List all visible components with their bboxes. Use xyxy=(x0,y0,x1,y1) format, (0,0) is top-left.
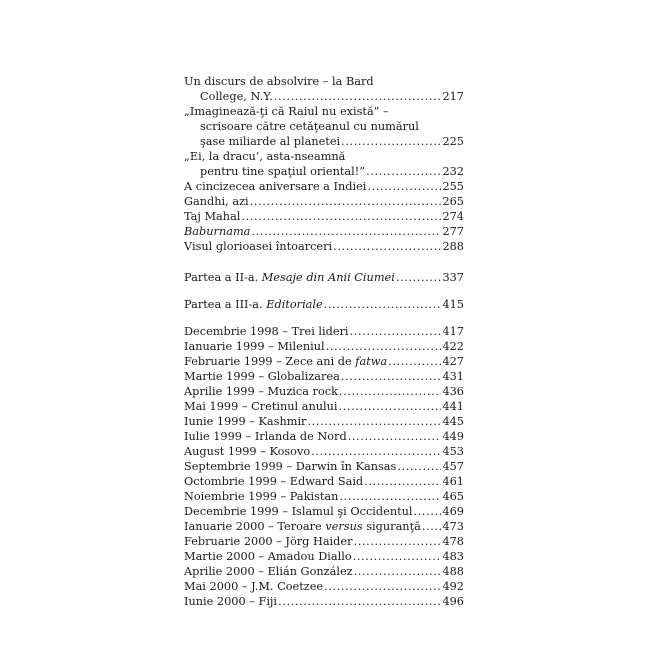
page-number: 473 xyxy=(442,520,464,533)
entry-title xyxy=(184,549,352,564)
dot-leader xyxy=(354,564,442,579)
dot-leader xyxy=(250,194,442,209)
toc-entry xyxy=(184,369,464,384)
table-of-contents xyxy=(184,74,464,609)
toc-entry xyxy=(184,104,464,149)
entry-title xyxy=(184,459,396,474)
entry-title: şase miliarde al planetei xyxy=(200,135,341,148)
page-number: 441 xyxy=(442,400,464,413)
entry-title-line: „Imaginează-ţi că Raiul nu există” – xyxy=(184,105,389,118)
page-number: 274 xyxy=(442,210,464,223)
entry-title-text: Iunie 2000 – Fiji xyxy=(184,595,278,608)
toc-entry xyxy=(184,579,464,594)
dot-leader xyxy=(353,549,442,564)
entry-title-text: Mai 1999 – Cretinul anului xyxy=(184,400,338,413)
toc-entry xyxy=(184,594,464,609)
dot-leader xyxy=(341,369,442,384)
entry-title xyxy=(184,414,306,429)
toc-entry xyxy=(184,209,464,224)
dot-leader xyxy=(350,324,442,339)
entry-title-text: Iunie 1999 – Kashmir xyxy=(184,415,307,428)
page-number: 469 xyxy=(442,505,464,518)
entry-title-text: Decembrie 1999 – Islamul şi Occidentul xyxy=(184,505,413,518)
toc-part-entry xyxy=(184,270,464,285)
dot-leader xyxy=(388,354,441,369)
entry-title xyxy=(184,384,338,399)
entry-title xyxy=(184,534,353,549)
toc-entry xyxy=(184,384,464,399)
dot-leader xyxy=(339,384,442,399)
entry-title-text: Aprilie 1999 – Muzica rock xyxy=(184,385,338,398)
entry-title-line: scrisoare către cetăţeanul cu numărul xyxy=(200,120,419,133)
dot-leader xyxy=(307,414,441,429)
page-number: 288 xyxy=(442,240,464,253)
toc-entry xyxy=(184,179,464,194)
entry-title xyxy=(184,429,347,444)
dot-leader xyxy=(366,164,441,179)
dot-leader xyxy=(324,297,442,312)
page-number: 496 xyxy=(442,595,464,608)
entry-title-text: Mai 2000 – J.M. Coetzee xyxy=(184,580,324,593)
entry-title: pentru tine spaţiul oriental!” xyxy=(200,165,366,178)
page-number: 427 xyxy=(442,355,464,368)
entry-title xyxy=(184,564,353,579)
page-number: 232 xyxy=(442,165,464,178)
page-number: 488 xyxy=(442,565,464,578)
entry-title-text: Ianuarie 1999 – Mileniul xyxy=(184,340,325,353)
entry-title-text: Septembrie 1999 – Darwin în Kansas xyxy=(184,460,397,473)
page-number: 449 xyxy=(442,430,464,443)
dot-leader xyxy=(274,89,442,104)
dot-leader xyxy=(341,134,441,149)
entry-title-italic: versus xyxy=(325,520,363,533)
dot-leader xyxy=(397,459,441,474)
toc-entry xyxy=(184,429,464,444)
page-number: 422 xyxy=(442,340,464,353)
toc-entry xyxy=(184,444,464,459)
editorials-list xyxy=(184,324,464,609)
page-number: 436 xyxy=(442,385,464,398)
toc-entry xyxy=(184,354,464,369)
entry-title xyxy=(184,324,349,339)
dot-leader xyxy=(414,504,442,519)
entry-title-text: Decembrie 1998 – Trei lideri xyxy=(184,325,349,338)
entry-title xyxy=(184,594,277,609)
page-number: 217 xyxy=(442,90,464,103)
page-number: 417 xyxy=(442,325,464,338)
page-number: 478 xyxy=(442,535,464,548)
page-number: 465 xyxy=(442,490,464,503)
entry-title xyxy=(184,489,338,504)
dot-leader xyxy=(367,179,441,194)
dot-leader xyxy=(348,429,442,444)
entry-title-text: Noiembrie 1999 – Pakistan xyxy=(184,490,339,503)
entry-title-text: Iulie 1999 – Irlanda de Nord xyxy=(184,430,347,443)
entry-title: Gandhi, azi xyxy=(184,195,249,208)
toc-entry xyxy=(184,489,464,504)
entry-title: Taj Mahal xyxy=(184,210,241,223)
toc-entry xyxy=(184,399,464,414)
entry-title xyxy=(184,339,325,354)
part-title: Mesaje din Anii Ciumei xyxy=(261,271,395,284)
entry-title-text: Februarie 1999 – Zece ani de xyxy=(184,355,356,368)
page-number: 445 xyxy=(442,415,464,428)
entry-title xyxy=(184,579,323,594)
dot-leader xyxy=(422,519,442,534)
toc-entry xyxy=(184,224,464,239)
toc-entry xyxy=(184,339,464,354)
entry-title: Baburnama xyxy=(184,225,251,238)
dot-leader xyxy=(326,339,442,354)
toc-entry xyxy=(184,149,464,179)
entry-title-text: Ianuarie 2000 – Teroare xyxy=(184,520,326,533)
entry-title xyxy=(184,444,310,459)
toc-entry xyxy=(184,549,464,564)
part-prefix: Partea a III-a. xyxy=(184,298,267,311)
entry-title xyxy=(184,474,363,489)
toc-entry xyxy=(184,474,464,489)
dot-leader xyxy=(339,489,441,504)
page-number: 483 xyxy=(442,550,464,563)
toc-entry xyxy=(184,239,464,254)
dot-leader xyxy=(251,224,441,239)
entry-title: Visul glorioasei întoarceri xyxy=(184,240,333,253)
page-number: 277 xyxy=(442,225,464,238)
toc-entry xyxy=(184,194,464,209)
part-title: Editoriale xyxy=(266,298,323,311)
entry-title xyxy=(184,354,387,369)
page-number: 431 xyxy=(442,370,464,383)
page-number: 492 xyxy=(442,580,464,593)
entry-title-text: siguranţă xyxy=(362,520,421,533)
entry-title xyxy=(184,399,338,414)
page-number: 265 xyxy=(442,195,464,208)
dot-leader xyxy=(278,594,441,609)
part-prefix: Partea a II-a. xyxy=(184,271,262,284)
page-number: 337 xyxy=(442,271,464,284)
entry-title-line: Un discurs de absolvire – la Bard xyxy=(184,75,374,88)
dot-leader xyxy=(396,270,442,285)
dot-leader xyxy=(311,444,441,459)
dot-leader xyxy=(333,239,441,254)
entry-title-line: „Ei, la dracu’, asta-nseamnă xyxy=(184,150,346,163)
toc-entry xyxy=(184,534,464,549)
entry-title xyxy=(184,369,340,384)
page-number: 415 xyxy=(442,298,464,311)
toc-entry xyxy=(184,74,464,104)
dot-leader xyxy=(324,579,441,594)
entry-title-text: Martie 1999 – Globalizarea xyxy=(184,370,340,383)
entry-title: College, N.Y. xyxy=(200,90,273,103)
entry-title xyxy=(184,519,421,534)
page-number: 225 xyxy=(442,135,464,148)
page-number: 255 xyxy=(442,180,464,193)
entry-title xyxy=(184,504,413,519)
toc-part-entry xyxy=(184,297,464,312)
entry-title-text: Octombrie 1999 – Edward Said xyxy=(184,475,364,488)
toc-entry xyxy=(184,414,464,429)
toc-entry xyxy=(184,564,464,579)
entry-title-text: Martie 2000 – Amadou Diallo xyxy=(184,550,352,563)
dot-leader xyxy=(364,474,441,489)
entry-title-text: Aprilie 2000 – Elián González xyxy=(184,565,353,578)
dot-leader xyxy=(354,534,442,549)
dot-leader xyxy=(339,399,442,414)
page-number: 453 xyxy=(442,445,464,458)
page-number: 457 xyxy=(442,460,464,473)
entry-title: A cincizecea aniversare a Indiei xyxy=(184,180,367,193)
toc-entry xyxy=(184,504,464,519)
toc-entry xyxy=(184,459,464,474)
entry-title-text: Februarie 2000 – Jörg Haider xyxy=(184,535,353,548)
dot-leader xyxy=(241,209,441,224)
entry-title-italic: fatwa xyxy=(355,355,388,368)
entry-title-text: August 1999 – Kosovo xyxy=(184,445,311,458)
toc-entry xyxy=(184,324,464,339)
toc-entry xyxy=(184,519,464,534)
page-number: 461 xyxy=(442,475,464,488)
